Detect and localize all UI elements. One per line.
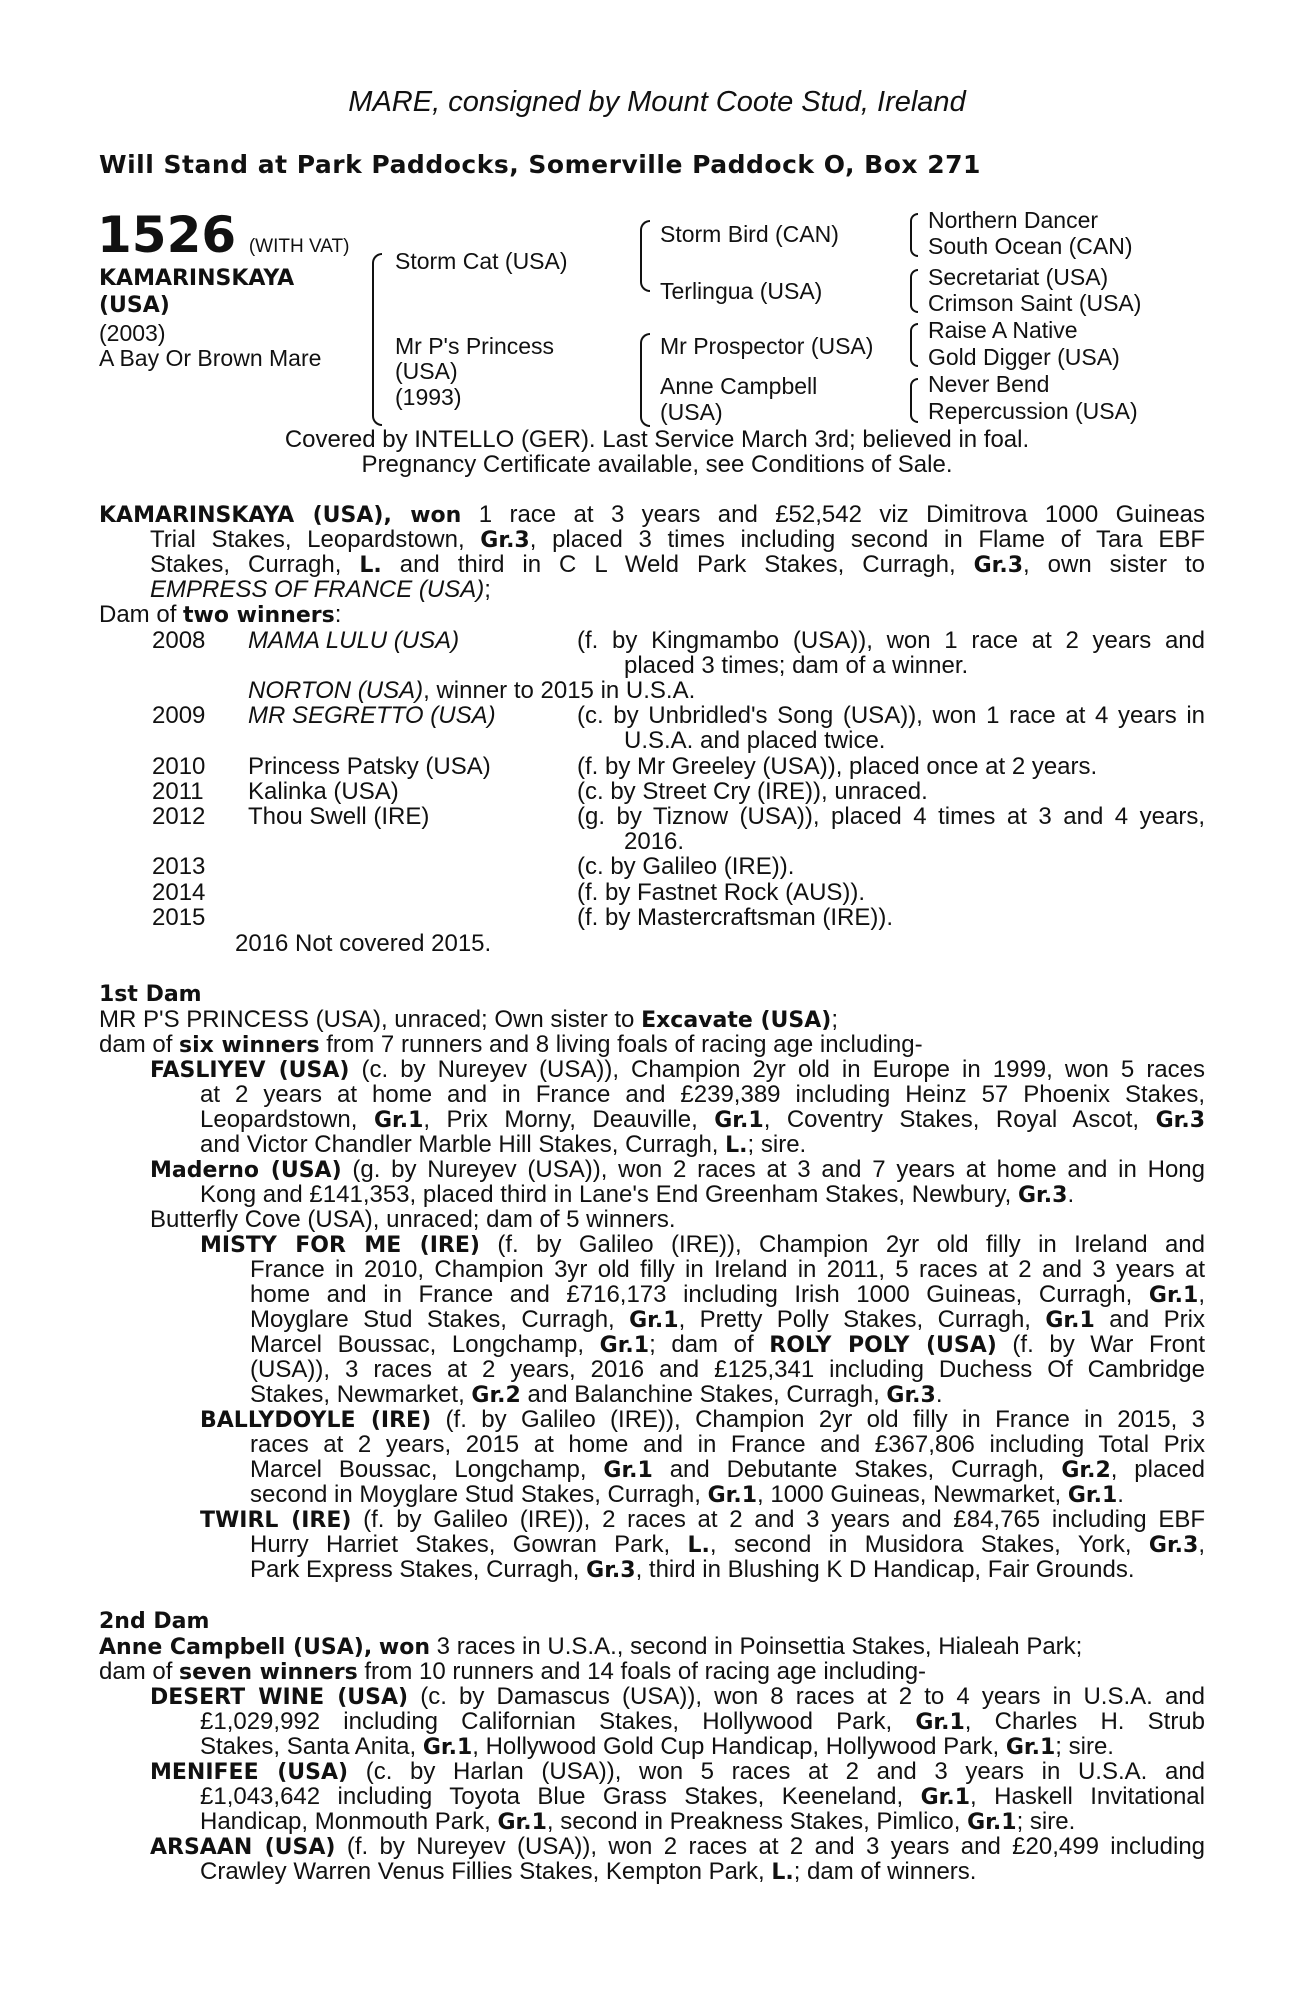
pedigree-dam-sire: Mr Prospector (USA) bbox=[660, 333, 874, 359]
pedigree-sire: Storm Cat (USA) bbox=[395, 248, 568, 274]
pedigree-dam-dam: Anne Campbell bbox=[660, 373, 818, 399]
pedigree-sss: Northern Dancer bbox=[928, 207, 1099, 233]
horse-name: KAMARINSKAYA bbox=[99, 266, 295, 291]
text-line: France in 2010, Champion 3yr old filly in Ireland in 2011, 5 races at 2 and 3 years at bbox=[250, 1256, 1205, 1283]
pedigree-ssd: South Ocean (CAN) bbox=[928, 233, 1133, 259]
text-line: Trial Stakes, Leopardstown, Gr.3, placed 3 times including second in Flame of Tara EBF bbox=[150, 526, 1206, 553]
text-line: Anne Campbell (USA), won 3 races in U.S.A., second in Poinsettia Stakes, Hialeah Park; bbox=[99, 1633, 1083, 1660]
horse-name-country: (USA) bbox=[99, 293, 170, 318]
text-line: second in Moyglare Stud Stakes, Curragh, Gr.1, 1000 Guineas, Newmarket, Gr.1. bbox=[250, 1481, 1124, 1508]
produce-detail: (f. by Kingmambo (USA)), won 1 race at 2 years and bbox=[577, 627, 1205, 654]
produce-detail: (f. by Fastnet Rock (AUS)). bbox=[577, 879, 866, 906]
text-line: Handicap, Monmouth Park, Gr.1, second in Preakness Stakes, Pimlico, Gr.1; sire. bbox=[200, 1808, 1076, 1835]
produce-detail: (f. by Mastercraftsman (IRE)). bbox=[577, 904, 894, 931]
pedigree-dam-country: (USA) bbox=[395, 358, 458, 384]
produce-year: 2012 bbox=[152, 803, 206, 830]
text-line: EMPRESS OF FRANCE (USA); bbox=[150, 576, 491, 603]
text-line: Marcel Boussac, Longchamp, Gr.1 and Debutante Stakes, Curragh, Gr.2, placed bbox=[250, 1456, 1206, 1483]
text-line: (USA)), 3 races at 2 years, 2016 and £125,341 including Duchess Of Cambridge bbox=[250, 1356, 1205, 1383]
text-line: KAMARINSKAYA (USA), won 1 race at 3 years and £52,542 viz Dimitrova 1000 Guineas bbox=[99, 501, 1205, 528]
pedigree-brace bbox=[640, 333, 650, 427]
text-line: Stakes, Newmarket, Gr.2 and Balanchine Stakes, Curragh, Gr.3. bbox=[250, 1381, 943, 1408]
not-covered-note: 2016 Not covered 2015. bbox=[235, 930, 492, 957]
text-line: £1,029,992 including Californian Stakes, Hollywood Park, Gr.1, Charles H. Strub bbox=[200, 1708, 1206, 1735]
section-heading: 2nd Dam bbox=[99, 1609, 210, 1634]
text-line: races at 2 years, 2015 at home and in France and £367,806 including Total Prix bbox=[250, 1431, 1205, 1458]
pedigree-sds: Secretariat (USA) bbox=[928, 264, 1109, 290]
text-line: TWIRL (IRE) (f. by Galileo (IRE)), 2 races at 2 and 3 years and £84,765 including EBF bbox=[200, 1506, 1206, 1533]
pedigree-brace bbox=[372, 253, 382, 426]
stand-location: Will Stand at Park Paddocks, Somerville Paddock O, Box 271 bbox=[99, 150, 981, 179]
page-title: MARE, consigned by Mount Coote Stud, Ireland bbox=[348, 86, 966, 118]
produce-detail: (c. by Unbridled's Song (USA)), won 1 race at 4 years in bbox=[577, 702, 1205, 729]
text-line: Leopardstown, Gr.1, Prix Morny, Deauville, Gr.1, Coventry Stakes, Royal Ascot, Gr.3 bbox=[200, 1106, 1205, 1133]
text-line: Marcel Boussac, Longchamp, Gr.1; dam of ROLY POLY (USA) (f. by War Front bbox=[250, 1331, 1206, 1358]
pedigree-brace bbox=[640, 220, 650, 292]
vat-note: (WITH VAT) bbox=[248, 236, 350, 257]
produce-detail: (f. by Mr Greeley (USA)), placed once at 2 years. bbox=[577, 753, 1098, 780]
pedigree-dam-dam-country: (USA) bbox=[660, 399, 723, 425]
produce-detail: (c. by Street Cry (IRE)), unraced. bbox=[577, 778, 928, 805]
text-line: Park Express Stakes, Curragh, Gr.3, third in Blushing K D Handicap, Fair Grounds. bbox=[250, 1556, 1135, 1583]
text-line: Butterfly Cove (USA), unraced; dam of 5 winners. bbox=[150, 1206, 676, 1233]
produce-name: Princess Patsky (USA) bbox=[248, 753, 491, 780]
covered-note: Covered by INTELLO (GER). Last Service March 3rd; believed in foal. bbox=[284, 426, 1030, 453]
text-line: Dam of two winners: bbox=[99, 601, 342, 628]
produce-detail-cont: placed 3 times; dam of a winner. bbox=[624, 652, 969, 679]
text-line: BALLYDOYLE (IRE) (f. by Galileo (IRE)), Champion 2yr old filly in France in 2015, 3 bbox=[200, 1406, 1206, 1433]
pedigree-brace bbox=[910, 323, 918, 367]
produce-detail-cont: 2016. bbox=[624, 828, 685, 855]
text-line: home and in France and £716,173 including Irish 1000 Guineas, Curragh, Gr.1, bbox=[250, 1281, 1205, 1308]
produce-detail: (c. by Galileo (IRE)). bbox=[577, 853, 795, 880]
lot-number-block bbox=[97, 206, 349, 264]
pedigree-sire-sire: Storm Bird (CAN) bbox=[660, 221, 839, 247]
text-line: MISTY FOR ME (IRE) (f. by Galileo (IRE)), Champion 2yr old filly in Ireland and bbox=[200, 1231, 1206, 1258]
produce-detail: (g. by Tiznow (USA)), placed 4 times at 3 and 4 years, bbox=[577, 803, 1205, 830]
produce-name: Kalinka (USA) bbox=[248, 778, 399, 805]
text-line: ARSAAN (USA) (f. by Nureyev (USA)), won 2 races at 2 and 3 years and £20,499 including bbox=[150, 1833, 1206, 1860]
pedigree-brace bbox=[910, 213, 918, 257]
text-line: Kong and £141,353, placed third in Lane's End Greenham Stakes, Newbury, Gr.3. bbox=[200, 1181, 1075, 1208]
produce-name: Thou Swell (IRE) bbox=[248, 803, 430, 830]
pedigree-sdd: Crimson Saint (USA) bbox=[928, 290, 1142, 316]
text-line: FASLIYEV (USA) (c. by Nureyev (USA)), Champion 2yr old in Europe in 1999, won 5 races bbox=[150, 1056, 1206, 1083]
pedigree-dam: Mr P's Princess bbox=[395, 333, 555, 359]
produce-year: 2011 bbox=[152, 778, 204, 805]
pedigree-ddd: Repercussion (USA) bbox=[928, 398, 1138, 424]
pregnancy-note: Pregnancy Certificate available, see Conditions of Sale. bbox=[361, 451, 953, 478]
text-line: Hurry Harriet Stakes, Gowran Park, L., second in Musidora Stakes, York, Gr.3, bbox=[250, 1531, 1206, 1558]
produce-year: 2010 bbox=[152, 753, 206, 780]
text-line: MENIFEE (USA) (c. by Harlan (USA)), won 5 races at 2 and 3 years in U.S.A. and bbox=[150, 1758, 1206, 1785]
text-line: Crawley Warren Venus Fillies Stakes, Kempton Park, L.; dam of winners. bbox=[200, 1858, 977, 1885]
text-line: at 2 years at home and in France and £239,389 including Heinz 57 Phoenix Stakes, bbox=[200, 1081, 1205, 1108]
pedigree-dsd: Gold Digger (USA) bbox=[928, 344, 1120, 370]
produce-year: 2015 bbox=[152, 904, 206, 931]
pedigree-sire-dam: Terlingua (USA) bbox=[660, 278, 823, 304]
produce-name: MR SEGRETTO (USA) bbox=[248, 702, 496, 729]
text-line: Stakes, Santa Anita, Gr.1, Hollywood Gold Cup Handicap, Hollywood Park, Gr.1; sire. bbox=[200, 1733, 1114, 1760]
lot-number: 1526 bbox=[97, 206, 237, 264]
text-line: and Victor Chandler Marble Hill Stakes, Curragh, L.; sire. bbox=[200, 1131, 807, 1158]
produce-year: 2008 bbox=[152, 627, 206, 654]
produce-year: 2013 bbox=[152, 853, 206, 880]
produce-name: MAMA LULU (USA) bbox=[248, 627, 460, 654]
text-line: Maderno (USA) (g. by Nureyev (USA)), won 2 races at 3 and 7 years at home and in Hong bbox=[150, 1156, 1205, 1183]
pedigree-dam-year: (1993) bbox=[395, 384, 462, 410]
pedigree-dds: Never Bend bbox=[928, 371, 1050, 397]
pedigree-dss: Raise A Native bbox=[928, 317, 1078, 343]
produce-detail-cont: U.S.A. and placed twice. bbox=[624, 727, 886, 754]
text-line: DESERT WINE (USA) (c. by Damascus (USA)), won 8 races at 2 to 4 years in U.S.A. and bbox=[150, 1683, 1205, 1710]
produce-year: 2009 bbox=[152, 702, 206, 729]
text-line: dam of seven winners from 10 runners and 14 foals of racing age including- bbox=[99, 1658, 927, 1685]
produce-note: NORTON (USA), winner to 2015 in U.S.A. bbox=[248, 677, 696, 704]
pedigree-brace bbox=[910, 378, 918, 423]
text-line: £1,043,642 including Toyota Blue Grass Stakes, Keeneland, Gr.1, Haskell Invitational bbox=[200, 1783, 1205, 1810]
produce-year: 2014 bbox=[152, 879, 206, 906]
pedigree-brace bbox=[910, 269, 918, 313]
mare-description: A Bay Or Brown Mare bbox=[99, 345, 322, 371]
section-heading: 1st Dam bbox=[99, 982, 202, 1007]
text-line: Moyglare Stud Stakes, Curragh, Gr.1, Pretty Polly Stakes, Curragh, Gr.1 and Prix bbox=[250, 1306, 1205, 1333]
text-line: MR P'S PRINCESS (USA), unraced; Own sister to Excavate (USA); bbox=[99, 1006, 838, 1033]
text-line: Stakes, Curragh, L. and third in C L Weld Park Stakes, Curragh, Gr.3, own sister to bbox=[150, 551, 1205, 578]
text-line: dam of six winners from 7 runners and 8 living foals of racing age including- bbox=[99, 1031, 923, 1058]
foaling-year: (2003) bbox=[99, 320, 166, 346]
